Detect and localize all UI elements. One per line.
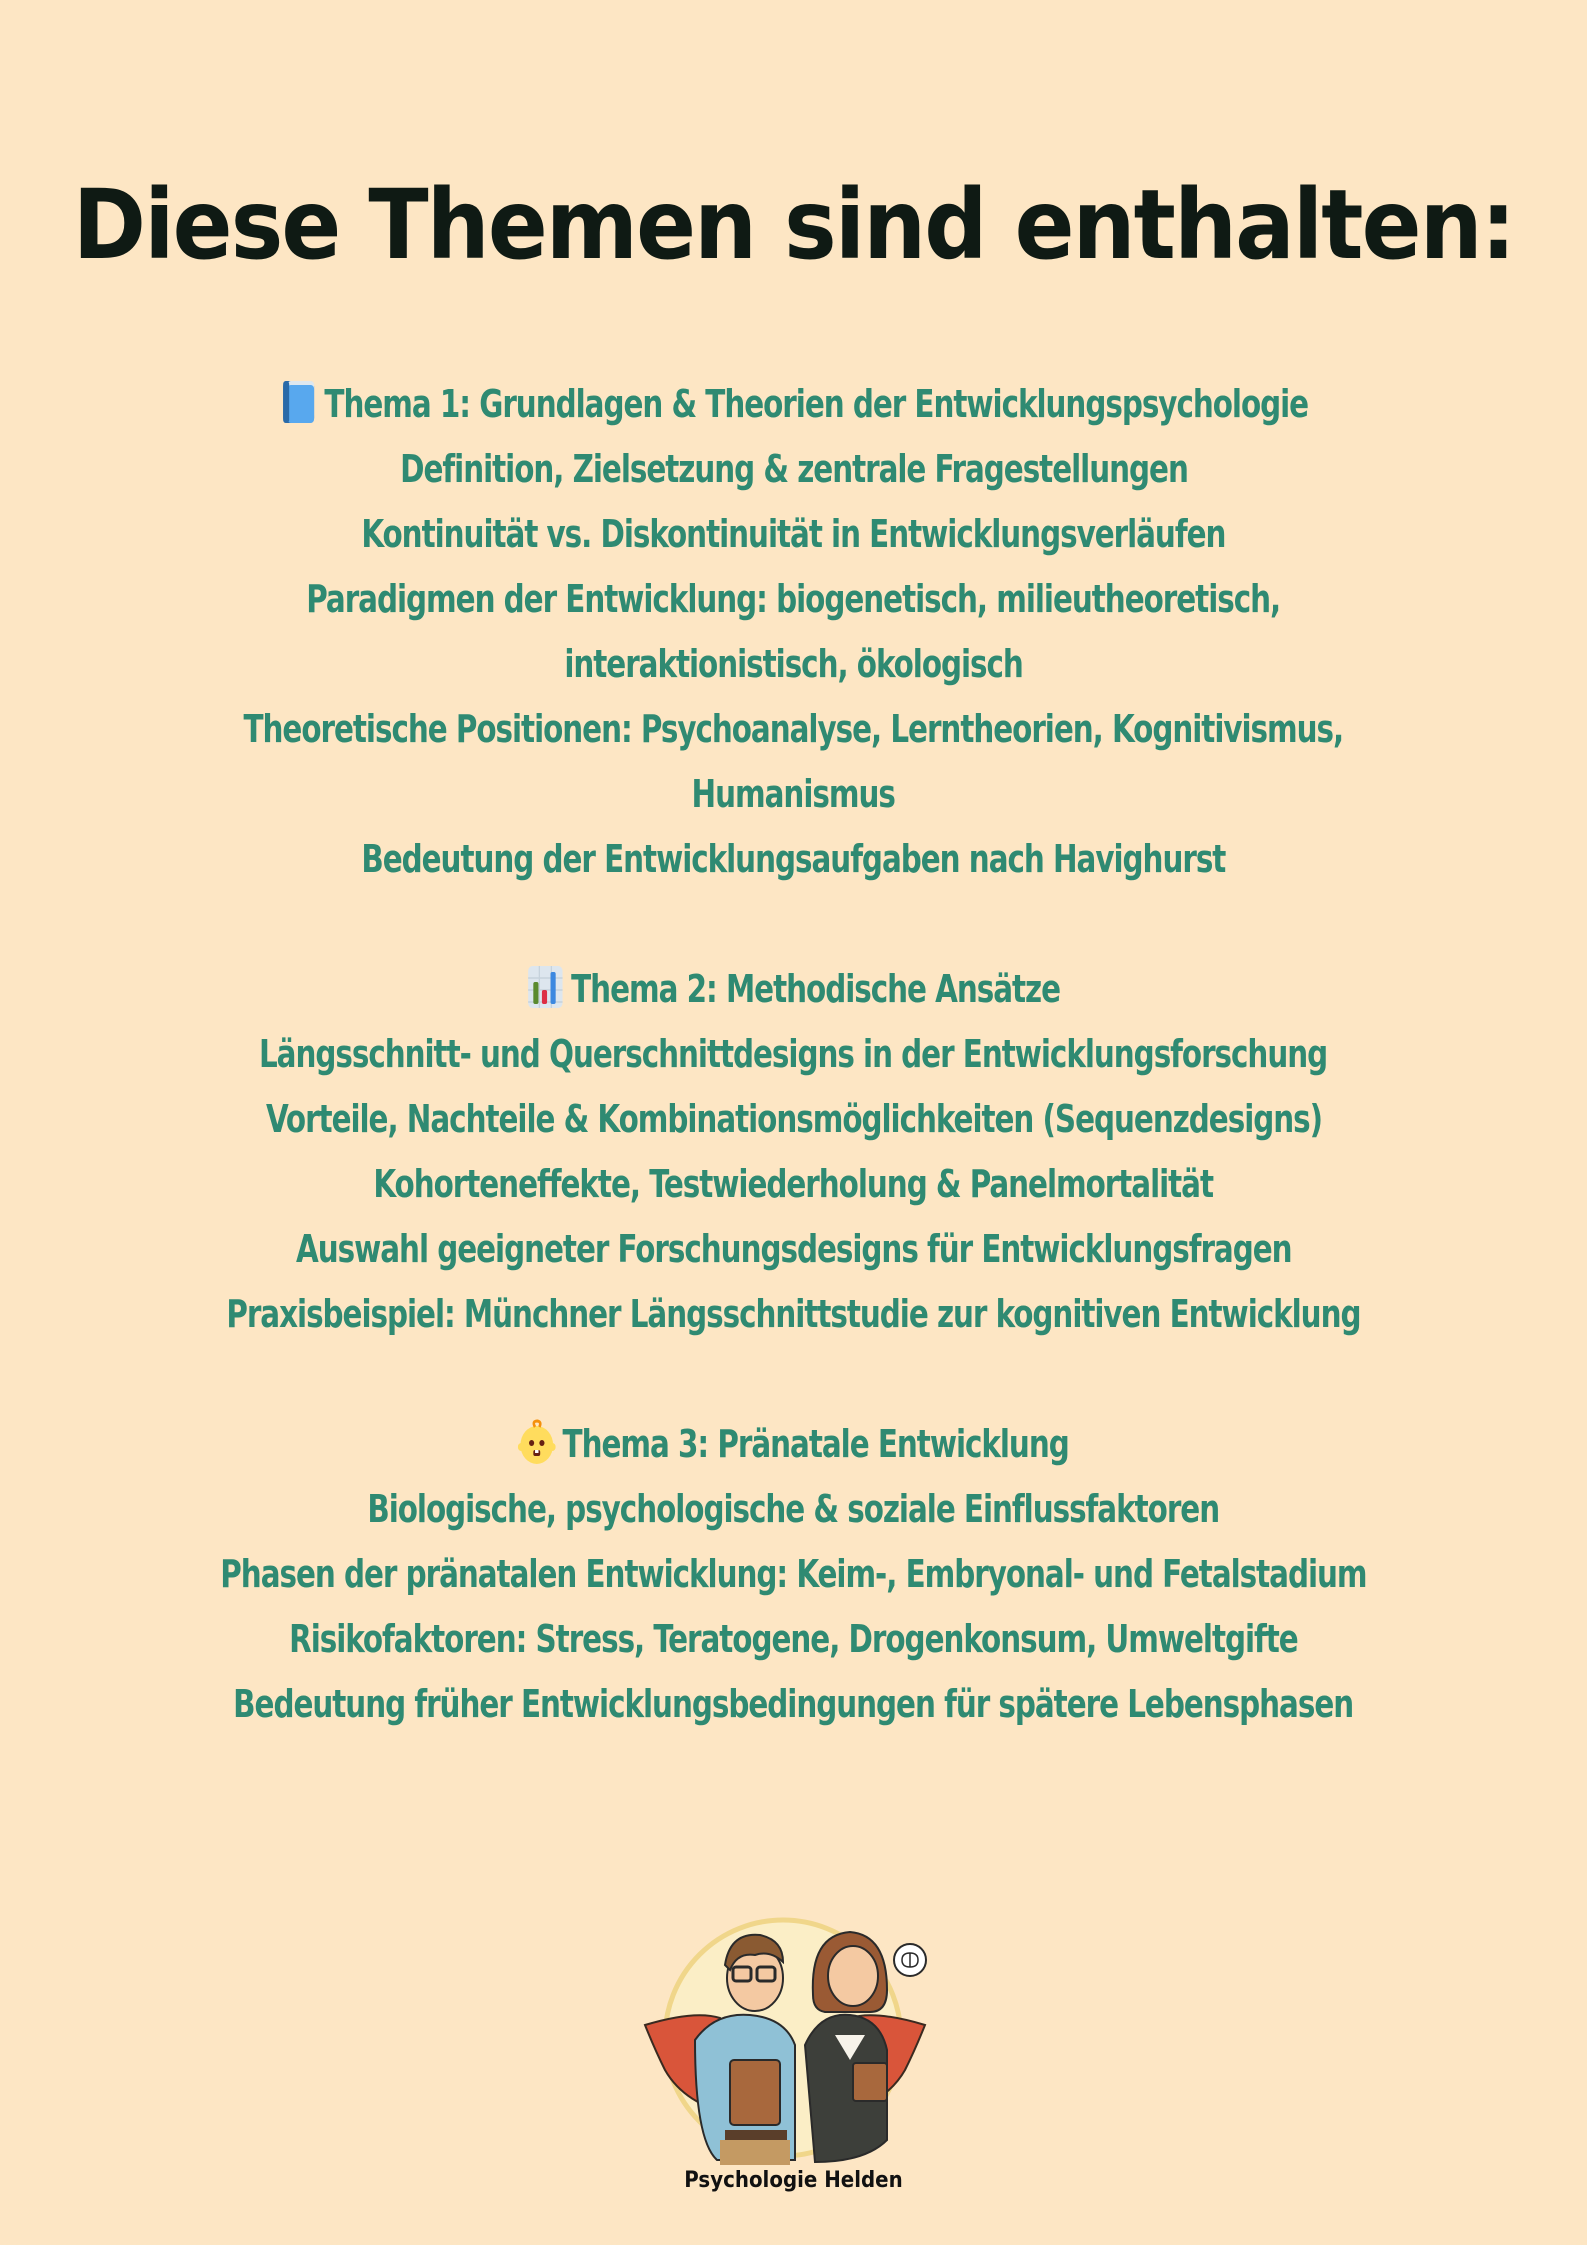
topic-line: Risikofaktoren: Stress, Teratogene, Drogenkonsum, Umweltgifte (289, 1617, 1298, 1661)
topic-line: Humanismus (691, 772, 896, 816)
bar-chart-icon (527, 964, 565, 1010)
topic-line: Vorteile, Nachteile & Kombinationsmöglichkeiten (Sequenzdesigns) (265, 1097, 1322, 1141)
topic-line: Biologische, psychologische & soziale Einflussfaktoren (367, 1487, 1220, 1531)
topic-heading-text: Thema 3: Pränatale Entwicklung (562, 1422, 1069, 1466)
topics-list (0, 372, 1587, 1737)
spacer (0, 1347, 1587, 1412)
topic-heading-2 (0, 957, 1587, 1022)
topic-line: Bedeutung früher Entwicklungsbedingungen für spätere Lebensphasen (233, 1682, 1354, 1726)
topic-line: Kontinuität vs. Diskontinuität in Entwicklungsverläufen (361, 512, 1226, 556)
topic-heading-text: Thema 2: Methodische Ansätze (571, 967, 1061, 1011)
topic-line: Theoretische Positionen: Psychoanalyse, Lerntheorien, Kognitivismus, (243, 707, 1344, 751)
topic-heading-1 (0, 372, 1587, 437)
psychologie-helden-logo (625, 1900, 935, 2165)
topic-line: Längsschnitt- und Querschnittdesigns in der Entwicklungsforschung (259, 1032, 1328, 1076)
blue-book-icon (279, 379, 317, 425)
logo-caption: Psychologie Helden (684, 2168, 903, 2193)
baby-face-icon (518, 1419, 556, 1465)
topic-line: interaktionistisch, ökologisch (564, 642, 1023, 686)
topic-line: Paradigmen der Entwicklung: biogenetisch, milieutheoretisch, (306, 577, 1281, 621)
topic-heading-text: Thema 1: Grundlagen & Theorien der Entwicklungspsychologie (324, 382, 1308, 426)
topic-heading-3 (0, 1412, 1587, 1477)
topic-line: Auswahl geeigneter Forschungsdesigns für Entwicklungsfragen (295, 1227, 1292, 1271)
spacer (0, 892, 1587, 957)
topic-line: Kohorteneffekte, Testwiederholung & Panelmortalität (373, 1162, 1214, 1206)
topic-line: Bedeutung der Entwicklungsaufgaben nach Havighurst (361, 837, 1226, 881)
topic-line: Praxisbeispiel: Münchner Längsschnittstudie zur kognitiven Entwicklung (226, 1292, 1361, 1336)
topic-line: Phasen der pränatalen Entwicklung: Keim-, Embryonal- und Fetalstadium (220, 1552, 1367, 1596)
topic-line: Definition, Zielsetzung & zentrale Fragestellungen (399, 447, 1188, 491)
page-title: Diese Themen sind enthalten: (72, 169, 1515, 281)
